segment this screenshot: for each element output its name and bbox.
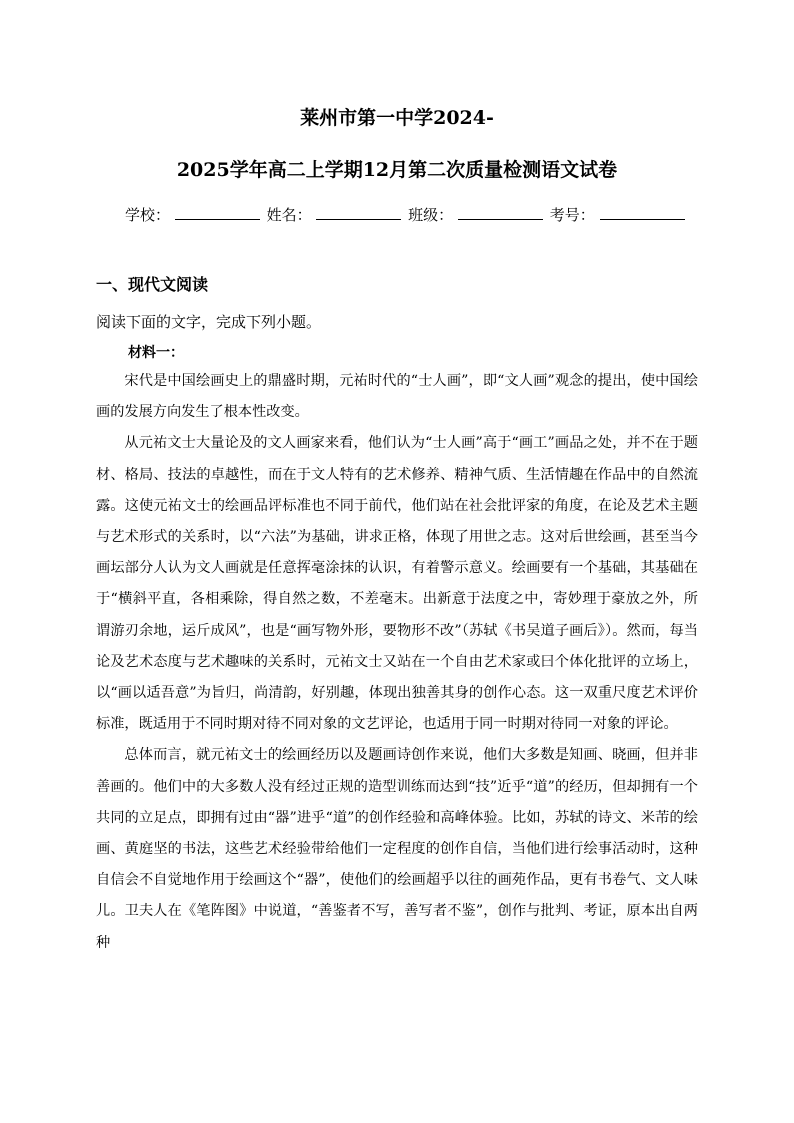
section-heading: 一、现代文阅读 — [96, 275, 209, 294]
exam-no-blank[interactable] — [600, 206, 685, 220]
section-instruction: 阅读下面的文字，完成下列小题。 — [96, 313, 322, 331]
material-label: 材料一： — [128, 345, 184, 361]
reading-passage — [96, 366, 698, 959]
exam-title-line2: 2025学年高二上学期12月第二次质量检测语文试卷 — [176, 159, 618, 181]
passage-paragraph: 宋代是中国绘画史上的鼎盛时期，元祐时代的“士人画”，即“文人画”观念的提出，使中国绘画的发展方向发生了根本性改变。 — [96, 373, 698, 421]
passage-paragraph: 从元祐文士大量论及的文人画家来看，他们认为“士人画”高于“画工”画品之处，并不在于题材、格局、技法的卓越性，而在于文人特有的艺术修养、精神气质、生活情趣在作品中的自然流露。这使元祐文士的绘画品评标准也不同于前代，他们站在社会批评家的角度，在论及艺术主题与艺术形式的关系时，以“六法”为基础，讲求正格，体现了用世之志。这对后世绘画，甚至当今画坛部分人认为文人画就是任意挥毫涂抹的认识，有着警示意义。绘画要有一个基础，其基础在于“横斜平直，各相乘除，得自然之数，不差毫末。出新意于法度之中，寄妙理于豪放之外，所谓游刃余地，运斤成风”，也是“画写物外形，要物形不改”（苏轼《书吴道子画后》）。然而，每当论及艺术态度与艺术趣味的关系时，元祐文士又站在一个自由艺术家或曰个体化批评的立场上，以“画以适吾意”为旨归，尚清韵，好别趣，体现出独善其身的创作心态。这一双重尺度艺术评价标准，既适用于不同时期对待不同对象的文艺评论，也适用于同一时期对待同一对象的评论。 — [96, 435, 698, 733]
exam-no-label: 考号： — [549, 206, 595, 224]
name-blank[interactable] — [316, 206, 401, 220]
school-label: 学校： — [125, 206, 171, 224]
passage-paragraph: 总体而言，就元祐文士的绘画经历以及题画诗创作来说，他们大多数是知画、晓画，但并非善画的。他们中的大多数人没有经过正规的造型训练而达到“技”近乎“道”的经历，但却拥有一个共同的立足点，即拥有过由“器”进乎“道”的创作经验和高峰体验。比如，苏轼的诗文、米芾的绘画、黄庭坚的书法，这些艺术经验带给他们一定程度的创作自信，当他们进行绘事活动时，这种自信会不自觉地作用于绘画这个“器”，使他们的绘画超乎以往的画苑作品，更有书卷气、文人味儿。卫夫人在《笔阵图》中说道，“善鉴者不写，善写者不鉴”，创作与批判、考证，原本出自两种 — [96, 747, 698, 951]
exam-title-line1: 莱州市第一中学2024- — [300, 107, 494, 129]
class-label: 班级： — [408, 206, 454, 224]
name-label: 姓名： — [266, 206, 312, 224]
school-blank[interactable] — [175, 206, 260, 220]
class-blank[interactable] — [458, 206, 543, 220]
student-info-row — [125, 204, 687, 225]
